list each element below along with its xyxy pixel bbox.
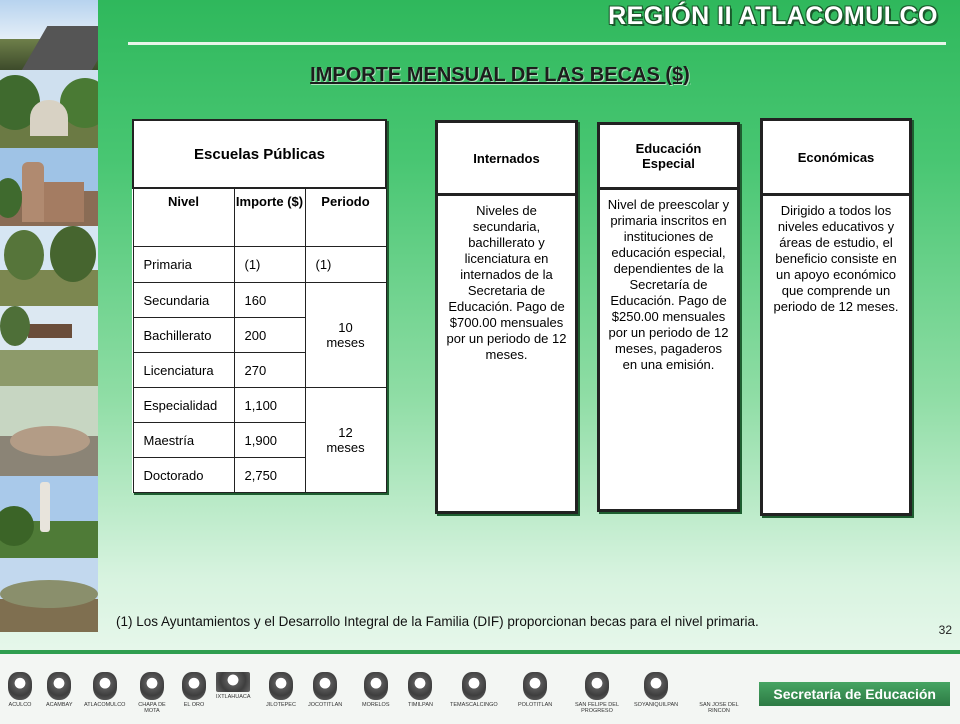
- level-cell: Maestría: [133, 423, 234, 458]
- amount-cell: 2,750: [234, 458, 305, 493]
- seal-temascalcingo-icon: [450, 672, 498, 708]
- amount-cell: 1,900: [234, 423, 305, 458]
- internados-card: [435, 120, 578, 514]
- public-schools-title: Escuelas Públicas: [133, 120, 386, 188]
- municipality-label: IXTLAHUACA: [216, 694, 251, 700]
- seal-jilotepec-icon: [266, 672, 296, 708]
- period-group-12: 12 meses: [305, 388, 386, 493]
- economic-card: [760, 118, 912, 516]
- special-education-card: [597, 122, 740, 512]
- public-schools-table: [132, 119, 387, 493]
- col-header-period: Periodo: [305, 188, 386, 247]
- amount-cell: 160: [234, 283, 305, 318]
- seal-aculco-icon: [8, 672, 32, 708]
- photo-town: [0, 386, 98, 476]
- seal-morelos-icon: [362, 672, 390, 708]
- secretaria-label: Secretaría de Educación: [759, 682, 950, 706]
- photo-highway: [0, 0, 98, 70]
- page-title: IMPORTE MENSUAL DE LAS BECAS ($): [310, 64, 690, 86]
- page-number: 32: [938, 623, 952, 637]
- seal-atlacomulco-icon: [84, 672, 125, 708]
- economic-body: Dirigido a todos los niveles educativos y áreas de estudio, el beneficio consiste en un apoyo económico que comprende un periodo de 12 meses.: [773, 203, 899, 314]
- title-divider: [128, 42, 946, 45]
- region-title: REGIÓN II ATLACOMULCO: [608, 2, 938, 30]
- municipality-label: SAN JOSE DEL RINCON: [699, 702, 739, 714]
- municipality-label: JILOTEPEC: [266, 702, 296, 708]
- level-cell: Secundaria: [133, 283, 234, 318]
- col-header-amount: Importe ($): [234, 188, 305, 247]
- amount-cell: 1,100: [234, 388, 305, 423]
- amount-cell: 270: [234, 353, 305, 388]
- seal-ixtlahuaca-icon: [216, 672, 251, 700]
- seal-san-felipe-icon: [566, 672, 628, 714]
- level-cell: Doctorado: [133, 458, 234, 493]
- special-education-title: Educación Especial: [600, 125, 737, 190]
- table-row: [133, 247, 386, 283]
- municipality-label: TIMILPAN: [408, 702, 433, 708]
- special-education-body: Nivel de preescolar y primaria inscritos en instituciones de educación especial, dependientes de la Secretaría de Educación. Pago de $250.00 mensuales por un periodo de 12 meses, pagaderos en una emisión.: [607, 197, 730, 372]
- seal-acambay-icon: [46, 672, 73, 708]
- level-cell: Bachillerato: [133, 318, 234, 353]
- municipality-label: POLOTITLAN: [518, 702, 553, 708]
- seal-polotitlan-icon: [518, 672, 552, 708]
- municipality-label: SOYANIQUILPAN: [634, 702, 679, 708]
- seal-jocotitlan-icon: [308, 672, 342, 708]
- economic-title: Económicas: [763, 121, 909, 196]
- seal-el-oro-icon: [182, 672, 206, 708]
- table-row: [133, 283, 386, 318]
- seal-timilpan-icon: [408, 672, 433, 708]
- col-header-level: Nivel: [133, 188, 234, 247]
- level-cell: Especialidad: [133, 388, 234, 423]
- seal-soyaniquilpan-icon: [634, 672, 678, 708]
- table-row: [133, 388, 386, 423]
- municipality-label: EL ORO: [183, 702, 205, 708]
- period-cell: (1): [305, 247, 386, 283]
- municipality-label: JOCOTITLAN: [308, 702, 343, 708]
- photo-church: [0, 148, 98, 226]
- amount-cell: 200: [234, 318, 305, 353]
- municipality-label: ACULCO: [8, 702, 32, 708]
- seal-san-jose-icon: [694, 672, 744, 714]
- internados-body: Niveles de secundaria, bachillerato y licenciatura en internados de la Secretaria de Educación. Pago de $700.00 mensuales por un periodo de 12 meses.: [446, 203, 567, 362]
- photo-strip: [0, 0, 98, 632]
- municipality-label: MORELOS: [362, 702, 390, 708]
- amount-cell: (1): [234, 247, 305, 283]
- photo-plaza: [0, 476, 98, 558]
- municipality-label: ACAMBAY: [46, 702, 73, 708]
- municipality-bar: [0, 650, 960, 724]
- municipality-label: ATLACOMULCO: [84, 702, 126, 708]
- seal-chapa-de-mota-icon: [134, 672, 170, 714]
- internados-title: Internados: [438, 123, 575, 196]
- municipality-label: TEMASCALCINGO: [450, 702, 498, 708]
- photo-landscape: [0, 558, 98, 632]
- footnote: (1) Los Ayuntamientos y el Desarrollo Integral de la Familia (DIF) proporcionan becas para el nivel primaria.: [116, 614, 759, 629]
- level-cell: Primaria: [133, 247, 234, 283]
- level-cell: Licenciatura: [133, 353, 234, 388]
- municipality-label: CHAPA DE MOTA: [138, 702, 166, 714]
- municipality-label: SAN FELIPE DEL PROGRESO: [574, 702, 620, 714]
- period-group-10: 10 meses: [305, 283, 386, 388]
- photo-kiosk: [0, 306, 98, 386]
- photo-trees: [0, 226, 98, 306]
